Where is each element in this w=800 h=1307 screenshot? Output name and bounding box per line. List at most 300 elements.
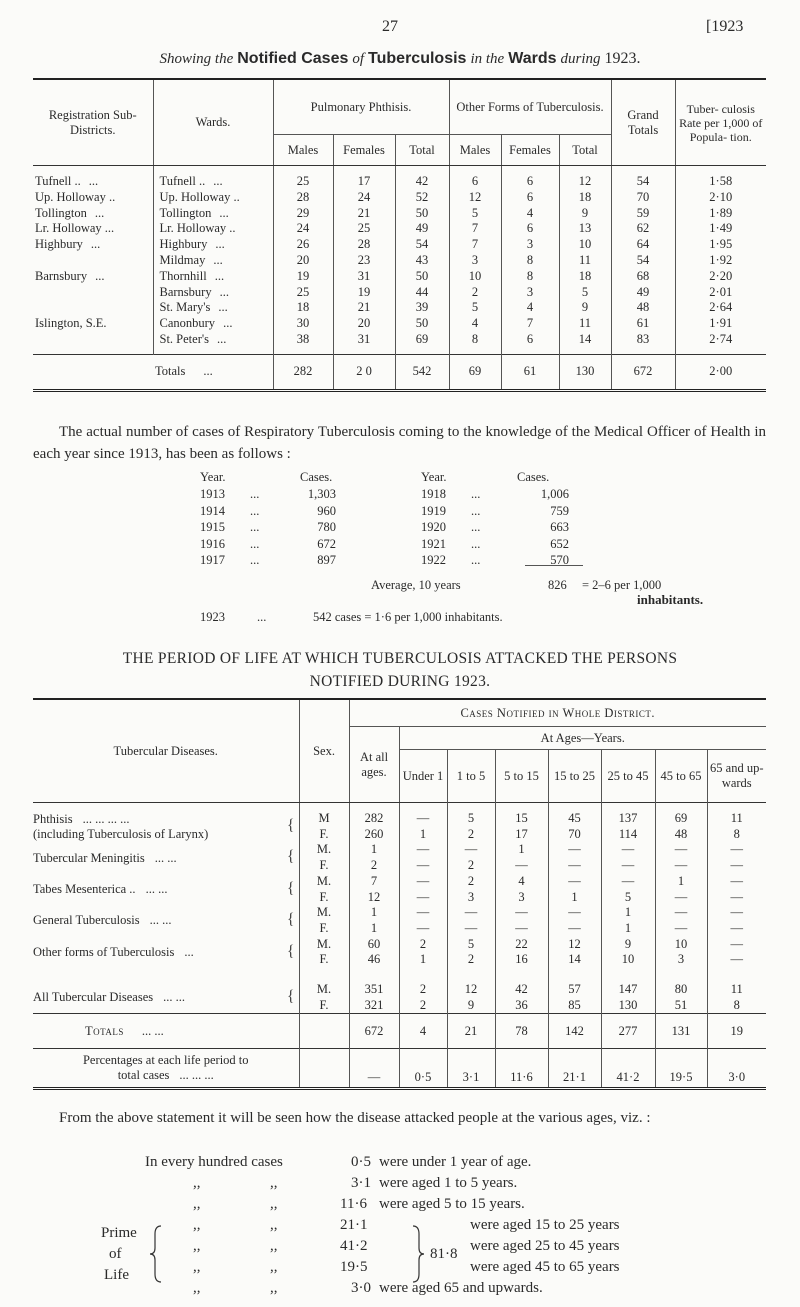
cell-value: 50 — [395, 206, 449, 222]
cell-value: — — [707, 921, 766, 937]
disease-dots: ... ... — [163, 990, 185, 1005]
ditto-mark: ,, — [193, 1175, 201, 1191]
cell-value: — — [655, 905, 707, 921]
cell-value: 9 — [447, 998, 495, 1014]
cell-value: 28 — [333, 237, 395, 253]
cell-value: 69 — [395, 332, 449, 348]
dots: ... — [471, 553, 481, 567]
cell-value: 10 — [601, 952, 655, 968]
age-text: were aged 25 to 45 years — [470, 1238, 620, 1254]
year: 1922 — [421, 553, 446, 567]
cell-value: 85 — [548, 998, 601, 1014]
sub-district — [33, 332, 153, 348]
cell-value: — — [707, 905, 766, 921]
sex: F. — [299, 890, 349, 906]
total-value: 2 0 — [333, 354, 395, 390]
ward-dots: ... — [214, 268, 225, 283]
year-header-left: Year. — [200, 470, 226, 484]
cell-value: 31 — [333, 332, 395, 348]
dots: ... — [250, 487, 260, 501]
ditto-mark: ,, — [270, 1175, 278, 1191]
ward-name — [153, 332, 273, 348]
year-1923-text: 542 cases = 1·6 per 1,000 inhabitants. — [313, 610, 503, 624]
disease-label: Tubercular Meningitis — [33, 850, 145, 865]
cell-value: — — [399, 858, 447, 874]
dots: ... — [471, 503, 481, 518]
cell-value: 15 — [495, 811, 548, 827]
dots: ... — [471, 520, 481, 534]
cell-value: 18 — [273, 300, 333, 316]
ages-intro: In every hundred cases — [145, 1154, 283, 1170]
age-value: 3·0 — [351, 1280, 371, 1296]
cell-value: 16 — [495, 952, 548, 968]
age-text: were under 1 year of age. — [379, 1154, 532, 1170]
sub-dots: ... — [88, 174, 99, 188]
cell-value: 11 — [559, 253, 611, 269]
ditto-mark: ,, — [270, 1238, 278, 1254]
page-number: 27 — [382, 18, 398, 35]
title-of: of — [352, 51, 365, 67]
cell-value: 6 — [501, 174, 559, 190]
cell-value: 23 — [333, 253, 395, 269]
average-value: 826 — [548, 578, 567, 592]
ward-label: Up. Holloway .. — [159, 189, 240, 204]
year-1923: 1923 — [200, 610, 225, 624]
cell-value: 80 — [655, 982, 707, 998]
cell-value: 8 — [501, 253, 559, 269]
cell-value: 6 — [501, 221, 559, 237]
disease-name — [33, 842, 299, 873]
cell-value: — — [399, 874, 447, 890]
header-males: Males — [449, 135, 501, 166]
header-rate: Tuber- culosis Rate per 1,000 of Popula- tion. — [675, 79, 766, 166]
total-value: 69 — [449, 354, 501, 390]
spacer — [447, 803, 495, 812]
spacer — [33, 354, 153, 390]
totals-text: Totals — [85, 1023, 124, 1038]
year-1923-dots: ... — [257, 610, 267, 624]
spacer — [707, 968, 766, 982]
title-notified-cases: Notified Cases — [237, 50, 349, 67]
ward-dots: ... — [223, 316, 233, 331]
spacer — [495, 803, 548, 812]
spacer-row — [33, 968, 766, 982]
cell-value: 46 — [349, 952, 399, 968]
spacer — [299, 968, 349, 982]
cell-value: 24 — [333, 190, 395, 206]
cell-value: 130 — [601, 998, 655, 1014]
cell-value: 1·92 — [675, 253, 766, 269]
sex: M. — [299, 937, 349, 953]
percent-value: 3·0 — [707, 1049, 766, 1089]
cell-value: 31 — [333, 269, 395, 285]
sex: F. — [299, 827, 349, 843]
cell-value: 42 — [495, 982, 548, 998]
spacer — [399, 968, 447, 982]
year-row — [421, 520, 581, 536]
cell-value: 6 — [449, 174, 501, 190]
ward-label: Thornhill — [159, 268, 207, 283]
disease-label: General Tuberculosis — [33, 913, 140, 928]
spacer — [611, 166, 675, 175]
dots: ... — [250, 503, 260, 518]
cell-value: 11 — [707, 982, 766, 998]
total-value: 672 — [611, 354, 675, 390]
cell-value: 1 — [349, 842, 399, 858]
cell-value: 10 — [559, 237, 611, 253]
cell-value: 2·64 — [675, 300, 766, 316]
sub-district — [33, 253, 153, 269]
cell-value: — — [655, 842, 707, 858]
cell-value: 147 — [601, 982, 655, 998]
prime-label: Prime — [101, 1225, 137, 1241]
cell-value: 5 — [601, 890, 655, 906]
table-row — [33, 174, 766, 190]
cell-value: — — [655, 890, 707, 906]
cases-header-left: Cases. — [300, 470, 333, 484]
sub-dots: ... — [94, 205, 105, 220]
yearly-cases — [0, 470, 800, 640]
age-value: 3·1 — [351, 1175, 371, 1191]
cases: 897 — [317, 553, 336, 567]
cell-value: 9 — [559, 206, 611, 222]
total-value: 282 — [273, 354, 333, 390]
percent-value: 0·5 — [399, 1049, 447, 1089]
spacer — [273, 166, 333, 175]
year-row — [421, 504, 581, 520]
totals-dots: ... — [203, 363, 213, 378]
ward-dots: ... — [213, 252, 223, 267]
cell-value: — — [601, 874, 655, 890]
age-text: were aged 65 and upwards. — [379, 1280, 543, 1296]
cell-value: 3 — [501, 285, 559, 301]
sum-brace-icon — [411, 1224, 425, 1284]
cell-value: 49 — [395, 221, 449, 237]
cell-value: 12 — [447, 982, 495, 998]
cell-value: 3 — [449, 253, 501, 269]
cell-value: — — [707, 842, 766, 858]
cell-value: — — [707, 858, 766, 874]
cell-value: 48 — [655, 827, 707, 843]
sub-district: Tufnell .. ... — [35, 174, 99, 188]
cell-value: — — [601, 858, 655, 874]
cases: 570 — [550, 553, 569, 567]
cell-value: 43 — [395, 253, 449, 269]
cell-value: 21 — [333, 206, 395, 222]
ditto-mark: ,, — [270, 1217, 278, 1233]
spacer — [299, 803, 349, 812]
total-value: 19 — [707, 1014, 766, 1049]
year-row — [421, 553, 581, 569]
cell-value: 14 — [548, 952, 601, 968]
ward-label: Tufnell .. — [159, 174, 206, 188]
sex: F. — [299, 858, 349, 874]
cell-value: 6 — [501, 332, 559, 348]
spacer — [601, 803, 655, 812]
year: 1914 — [200, 503, 225, 518]
ward-dots: ... — [213, 174, 223, 188]
age-value: 11·6 — [340, 1196, 367, 1212]
disease-dots: ... — [184, 944, 194, 959]
ward-label: Highbury — [159, 237, 208, 252]
disease-dots: ... ... ... ... — [82, 811, 130, 826]
cell-value: 12 — [548, 937, 601, 953]
disease-dots: ... ... — [154, 850, 177, 865]
sex: F. — [299, 921, 349, 937]
header-males: Males — [273, 135, 333, 166]
brace-icon: { — [286, 942, 295, 960]
percent-dots: ... ... ... — [179, 1068, 214, 1083]
spacer — [349, 968, 399, 982]
percent-value: 11·6 — [495, 1049, 548, 1089]
percent-value: 3·1 — [447, 1049, 495, 1089]
year: 1916 — [200, 536, 225, 551]
ditto-mark: ,, — [193, 1238, 201, 1254]
ward-name — [153, 190, 273, 206]
cell-value: 2 — [447, 874, 495, 890]
totals-dots: ... ... — [141, 1023, 164, 1038]
cases: 663 — [550, 520, 569, 534]
percent-value: 21·1 — [548, 1049, 601, 1089]
disease-label: Other forms of Tuberculosis — [33, 944, 175, 959]
disease-dots: ... ... — [145, 882, 168, 897]
cell-value: 5 — [449, 206, 501, 222]
table-row — [33, 253, 766, 269]
sub-district: Tollington ... — [35, 205, 105, 220]
cell-value: 39 — [395, 300, 449, 316]
header-diseases: Tubercular Diseases. — [33, 699, 299, 803]
header-pulmonary: Pulmonary Phthisis. — [273, 79, 449, 135]
cell-value: 44 — [395, 285, 449, 301]
cell-value: — — [655, 921, 707, 937]
ward-dots: ... — [218, 300, 228, 315]
cell-value: 8 — [707, 827, 766, 843]
sex: F. — [299, 952, 349, 968]
ward-name — [153, 174, 273, 190]
ditto-mark: ,, — [270, 1196, 278, 1212]
sub-district — [33, 300, 153, 316]
cell-value: 11 — [707, 811, 766, 827]
sum-rule — [525, 565, 583, 566]
cell-value: 1 — [349, 921, 399, 937]
cell-value: 6 — [501, 190, 559, 206]
cell-value: 4 — [495, 874, 548, 890]
totals-text: Totals — [155, 363, 186, 378]
cases: 652 — [550, 536, 569, 551]
cell-value: 2 — [447, 827, 495, 843]
total-value: 542 — [395, 354, 449, 390]
ward-label: Canonbury — [159, 316, 216, 331]
ditto-mark: ,, — [270, 1280, 278, 1296]
title-in: in the — [470, 51, 505, 67]
ward-name — [153, 285, 273, 301]
total-value: 21 — [447, 1014, 495, 1049]
cell-value: 5 — [449, 300, 501, 316]
cell-value: 9 — [601, 937, 655, 953]
sex: M. — [299, 905, 349, 921]
disease-dots: ... ... — [149, 913, 172, 928]
ward-label: Tollington — [159, 205, 212, 220]
cell-value: 36 — [495, 998, 548, 1014]
spacer — [655, 803, 707, 812]
disease-name — [33, 811, 299, 842]
cell-value: 1 — [399, 952, 447, 968]
cell-value: 68 — [611, 269, 675, 285]
year-header-right: Year. — [421, 470, 447, 484]
spacer — [447, 968, 495, 982]
cell-value: 19 — [333, 285, 395, 301]
age-value: 41·2 — [340, 1238, 368, 1254]
age-col-header: Under 1 — [399, 750, 447, 803]
cell-value: 1·58 — [675, 174, 766, 190]
wards-table — [33, 78, 766, 392]
table-row — [33, 811, 766, 827]
cell-value: — — [399, 890, 447, 906]
cell-value: — — [447, 905, 495, 921]
cases: 960 — [317, 503, 336, 518]
prime-sum: 81·8 — [430, 1246, 458, 1262]
brace-icon: { — [286, 879, 295, 897]
sub-district: Barnsbury ... — [35, 268, 105, 283]
total-value: 142 — [548, 1014, 601, 1049]
cell-value: 137 — [601, 811, 655, 827]
cell-value: 2 — [447, 952, 495, 968]
year-row — [421, 487, 581, 503]
total-value: 61 — [501, 354, 559, 390]
cell-value: 4 — [501, 206, 559, 222]
header-sex: Sex. — [299, 699, 349, 803]
age-col-header: 15 to 25 — [548, 750, 601, 803]
cell-value: 48 — [611, 300, 675, 316]
ward-label: St. Peter's — [159, 331, 209, 346]
title-during: during — [560, 51, 601, 67]
totals-row — [33, 1014, 766, 1049]
spacer — [399, 803, 447, 812]
cell-value: 5 — [447, 937, 495, 953]
spacer — [349, 803, 399, 812]
ward-label: St. Mary's — [159, 300, 211, 315]
total-value: 78 — [495, 1014, 548, 1049]
spacer — [707, 803, 766, 812]
cell-value: 1·49 — [675, 221, 766, 237]
spacer-row — [33, 803, 766, 812]
cell-value: 25 — [273, 174, 333, 190]
table-row — [33, 237, 766, 253]
table-row — [33, 300, 766, 316]
cell-value: 12 — [349, 890, 399, 906]
cell-value: 5 — [447, 811, 495, 827]
average-label: Average, 10 years — [371, 578, 461, 592]
age-col-header: 25 to 45 — [601, 750, 655, 803]
cell-value: 2·10 — [675, 190, 766, 206]
cell-value: 49 — [611, 285, 675, 301]
totals-row — [33, 354, 766, 390]
cell-value: 4 — [501, 300, 559, 316]
cases: 1,006 — [540, 487, 569, 501]
cell-value: 54 — [611, 253, 675, 269]
cell-value: 60 — [349, 937, 399, 953]
cell-value: — — [548, 905, 601, 921]
header-cases-notified: Cases Notified in Whole District. — [349, 699, 766, 727]
cell-value: 52 — [395, 190, 449, 206]
cell-value: 351 — [349, 982, 399, 998]
table-row — [33, 221, 766, 237]
brace-icon: { — [286, 848, 295, 866]
ward-name — [153, 221, 273, 237]
ditto-mark: ,, — [193, 1259, 201, 1275]
age-value: 21·1 — [340, 1217, 368, 1233]
totals-label — [33, 1014, 299, 1049]
cell-value: — — [399, 921, 447, 937]
total-value: 672 — [349, 1014, 399, 1049]
cell-value: — — [399, 811, 447, 827]
table-row — [33, 269, 766, 285]
cell-value: 20 — [273, 253, 333, 269]
disease-name — [33, 905, 299, 936]
cell-value: 45 — [548, 811, 601, 827]
cell-value: 12 — [559, 174, 611, 190]
cell-value: 25 — [273, 285, 333, 301]
header-females: Females — [333, 135, 395, 166]
cell-value: 1 — [349, 905, 399, 921]
percent-label-2: total cases — [117, 1068, 170, 1083]
percent-row — [33, 1049, 766, 1089]
disease-label: All Tubercular Diseases — [33, 990, 154, 1005]
header-total: Total — [559, 135, 611, 166]
header-registration: Registration Sub-Districts. — [33, 79, 153, 166]
percent-label — [33, 1049, 299, 1089]
header-at-ages: At Ages—Years. — [399, 727, 766, 750]
brace-icon: { — [286, 817, 295, 834]
total-value: 131 — [655, 1014, 707, 1049]
sex: M — [299, 811, 349, 827]
year-row — [200, 487, 360, 503]
spacer — [559, 166, 611, 175]
age-value: 19·5 — [340, 1259, 368, 1275]
ward-name — [153, 300, 273, 316]
cell-value: 2 — [399, 937, 447, 953]
table-row — [33, 190, 766, 206]
cell-value: 2 — [399, 998, 447, 1014]
sex: M. — [299, 982, 349, 998]
header-all-ages: At all ages. — [349, 727, 399, 803]
table-row — [33, 206, 766, 222]
cell-value: 2·01 — [675, 285, 766, 301]
average-rate: = 2–6 per 1,000 — [582, 578, 662, 592]
cell-value: 11 — [559, 316, 611, 332]
table-title — [0, 50, 800, 68]
cell-value: — — [399, 842, 447, 858]
life-label: Life — [104, 1267, 129, 1283]
total-value: 130 — [559, 354, 611, 390]
cell-value: 70 — [611, 190, 675, 206]
cell-value: 2·74 — [675, 332, 766, 348]
cell-value: 42 — [395, 174, 449, 190]
disease-label: Tabes Mesenterica .. — [33, 882, 136, 897]
spacer — [501, 166, 559, 175]
spacer — [449, 166, 501, 175]
cell-value: 7 — [349, 874, 399, 890]
sex: M. — [299, 874, 349, 890]
cell-value: 18 — [559, 269, 611, 285]
year: 1919 — [421, 503, 446, 518]
cell-value: 321 — [349, 998, 399, 1014]
ward-name — [153, 316, 273, 332]
total-value: 4 — [399, 1014, 447, 1049]
cell-value: 10 — [449, 269, 501, 285]
sub-district: Highbury ... — [35, 237, 101, 252]
disease-sublabel: (including Tuberculosis of Larynx) — [33, 826, 209, 841]
